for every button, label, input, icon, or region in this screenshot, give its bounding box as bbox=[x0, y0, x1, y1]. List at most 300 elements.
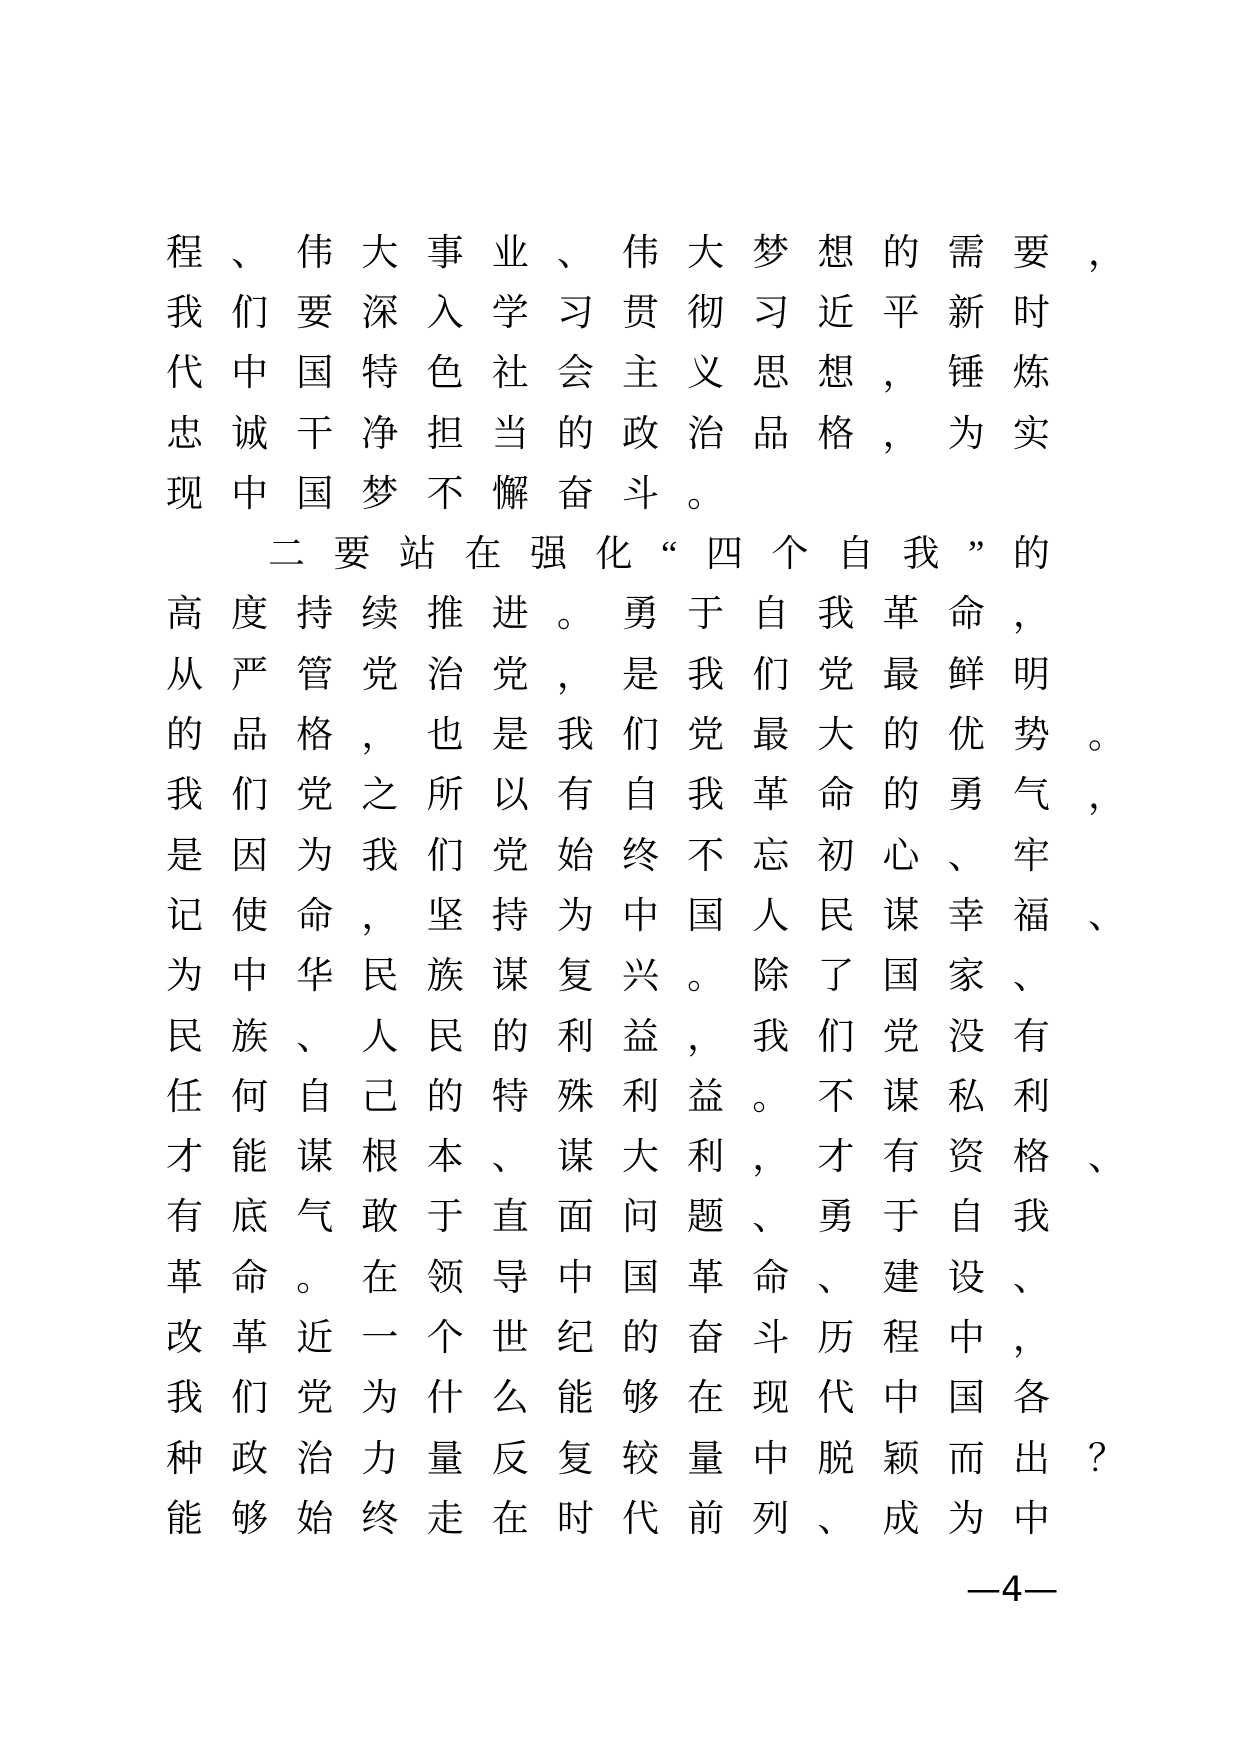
glyph: 的 bbox=[1012, 534, 1050, 576]
text-line bbox=[166, 344, 1050, 404]
glyph: 斗 bbox=[621, 473, 659, 515]
glyph: 民 bbox=[166, 1016, 203, 1058]
glyph: 始 bbox=[296, 1498, 334, 1540]
glyph: 想 bbox=[817, 353, 855, 395]
glyph: 贯 bbox=[621, 292, 659, 334]
glyph: 为 bbox=[556, 895, 594, 937]
glyph: 想 bbox=[817, 232, 855, 274]
glyph: 社 bbox=[491, 353, 529, 395]
glyph: 伟 bbox=[621, 232, 659, 274]
text-line bbox=[166, 766, 1125, 826]
glyph: 深 bbox=[361, 292, 399, 334]
glyph: 现 bbox=[166, 473, 203, 515]
glyph: 够 bbox=[231, 1498, 269, 1540]
text-line bbox=[166, 223, 1125, 283]
glyph: 中 bbox=[231, 473, 269, 515]
glyph: 兴 bbox=[621, 956, 659, 998]
glyph: 任 bbox=[166, 1076, 203, 1118]
glyph: 程 bbox=[882, 1317, 920, 1359]
glyph: 中 bbox=[1012, 1498, 1050, 1540]
glyph: 谋 bbox=[491, 956, 529, 998]
glyph: 斗 bbox=[752, 1317, 790, 1359]
glyph: 政 bbox=[231, 1438, 269, 1480]
glyph: 当 bbox=[491, 413, 529, 455]
glyph: 强 bbox=[530, 534, 567, 576]
glyph: 我 bbox=[817, 594, 855, 636]
glyph: 平 bbox=[882, 292, 920, 334]
glyph: 为 bbox=[361, 1378, 399, 1420]
glyph: 格 bbox=[817, 413, 855, 455]
glyph: 品 bbox=[231, 715, 269, 757]
text-line bbox=[166, 1248, 1050, 1308]
glyph: 。 bbox=[556, 594, 594, 636]
glyph: 要 bbox=[296, 292, 334, 334]
glyph: 我 bbox=[752, 1016, 790, 1058]
glyph: 设 bbox=[947, 1257, 985, 1299]
glyph: 革 bbox=[687, 1257, 725, 1299]
glyph: 利 bbox=[687, 1137, 725, 1179]
text-line bbox=[166, 404, 1050, 464]
glyph: 大 bbox=[361, 232, 399, 274]
glyph: 本 bbox=[426, 1137, 464, 1179]
glyph: 建 bbox=[882, 1257, 920, 1299]
glyph: 在 bbox=[491, 1498, 529, 1540]
glyph: 勇 bbox=[947, 775, 985, 817]
glyph: 纪 bbox=[556, 1317, 594, 1359]
glyph: 谋 bbox=[296, 1137, 334, 1179]
glyph: 民 bbox=[426, 1016, 464, 1058]
glyph: 颖 bbox=[882, 1438, 920, 1480]
hanging-punctuation: 、 bbox=[1088, 1137, 1125, 1179]
glyph: 治 bbox=[426, 654, 464, 696]
glyph: 在 bbox=[361, 1257, 399, 1299]
hanging-punctuation: ， bbox=[1088, 775, 1125, 817]
text-line bbox=[166, 705, 1125, 765]
glyph: 党 bbox=[687, 715, 725, 757]
glyph: 前 bbox=[687, 1498, 725, 1540]
glyph: 近 bbox=[296, 1317, 334, 1359]
glyph: 优 bbox=[947, 715, 985, 757]
glyph: 中 bbox=[621, 895, 659, 937]
glyph: 习 bbox=[556, 292, 594, 334]
glyph: 势 bbox=[1012, 715, 1050, 757]
glyph: 化 bbox=[595, 534, 633, 576]
hanging-punctuation: 。 bbox=[1088, 715, 1125, 757]
glyph: 我 bbox=[902, 534, 940, 576]
glyph: 气 bbox=[1012, 775, 1050, 817]
glyph: 的 bbox=[621, 1317, 659, 1359]
glyph: 利 bbox=[621, 1076, 659, 1118]
glyph: 、 bbox=[1012, 1257, 1050, 1299]
glyph: 因 bbox=[231, 835, 269, 877]
glyph: 严 bbox=[231, 654, 269, 696]
glyph: 现 bbox=[752, 1378, 790, 1420]
glyph: 初 bbox=[817, 835, 855, 877]
text-line bbox=[166, 947, 1050, 1007]
glyph: 才 bbox=[166, 1137, 203, 1179]
glyph: 不 bbox=[817, 1076, 855, 1118]
glyph: ， bbox=[556, 654, 594, 696]
glyph: 党 bbox=[296, 775, 334, 817]
glyph: 世 bbox=[491, 1317, 529, 1359]
glyph: 的 bbox=[491, 1016, 529, 1058]
glyph: 力 bbox=[361, 1438, 399, 1480]
glyph: 奋 bbox=[556, 473, 594, 515]
glyph: 习 bbox=[752, 292, 790, 334]
text-line bbox=[166, 1188, 1050, 1248]
glyph: 要 bbox=[333, 534, 371, 576]
glyph: 使 bbox=[231, 895, 269, 937]
glyph: 命 bbox=[296, 895, 334, 937]
glyph: 列 bbox=[752, 1498, 790, 1540]
glyph: 益 bbox=[621, 1016, 659, 1058]
glyph: 脱 bbox=[817, 1438, 855, 1480]
glyph: 我 bbox=[166, 1378, 203, 1420]
glyph: 始 bbox=[556, 835, 594, 877]
text-line bbox=[166, 1127, 1125, 1187]
glyph: 代 bbox=[817, 1378, 855, 1420]
glyph: 特 bbox=[361, 353, 399, 395]
glyph: 。 bbox=[296, 1257, 334, 1299]
glyph: 党 bbox=[491, 654, 529, 696]
glyph: 中 bbox=[752, 1438, 790, 1480]
glyph: 特 bbox=[491, 1076, 529, 1118]
glyph: 们 bbox=[231, 775, 269, 817]
glyph: 时 bbox=[1012, 292, 1050, 334]
glyph: 直 bbox=[491, 1197, 529, 1239]
glyph: 改 bbox=[166, 1317, 203, 1359]
glyph: 终 bbox=[361, 1498, 399, 1540]
glyph: 、 bbox=[817, 1498, 855, 1540]
glyph: 党 bbox=[361, 654, 399, 696]
glyph: ， bbox=[882, 413, 920, 455]
glyph: 事 bbox=[426, 232, 464, 274]
glyph: 二 bbox=[268, 534, 305, 576]
glyph: ， bbox=[752, 1137, 790, 1179]
glyph: 四 bbox=[705, 534, 743, 576]
text-line bbox=[166, 1429, 1125, 1489]
glyph: 奋 bbox=[687, 1317, 725, 1359]
glyph: 进 bbox=[491, 594, 529, 636]
glyph: 量 bbox=[687, 1438, 725, 1480]
glyph: 新 bbox=[947, 292, 985, 334]
glyph: 品 bbox=[752, 413, 790, 455]
glyph: 思 bbox=[752, 353, 790, 395]
glyph: 大 bbox=[687, 232, 725, 274]
glyph: 自 bbox=[947, 1197, 985, 1239]
glyph: 资 bbox=[947, 1137, 985, 1179]
glyph: 伟 bbox=[296, 232, 334, 274]
glyph: 党 bbox=[491, 835, 529, 877]
glyph: 有 bbox=[882, 1137, 920, 1179]
glyph: 家 bbox=[947, 956, 985, 998]
glyph: 为 bbox=[296, 835, 334, 877]
text-line bbox=[166, 886, 1125, 946]
glyph: ， bbox=[361, 715, 399, 757]
glyph: 出 bbox=[1012, 1438, 1050, 1480]
glyph: 根 bbox=[361, 1137, 399, 1179]
glyph: 的 bbox=[426, 1076, 464, 1118]
glyph: 、 bbox=[1012, 956, 1050, 998]
glyph: 。 bbox=[687, 956, 725, 998]
glyph: 是 bbox=[491, 715, 529, 757]
page-number: —4— bbox=[966, 1570, 1059, 1610]
glyph: 各 bbox=[1012, 1378, 1050, 1420]
glyph: 炼 bbox=[1012, 353, 1050, 395]
glyph: 记 bbox=[166, 895, 203, 937]
glyph: 的 bbox=[556, 413, 594, 455]
glyph: 格 bbox=[296, 715, 334, 757]
glyph: 较 bbox=[621, 1438, 659, 1480]
glyph: 己 bbox=[361, 1076, 399, 1118]
glyph: 成 bbox=[882, 1498, 920, 1540]
glyph: 有 bbox=[166, 1197, 203, 1239]
text-line bbox=[166, 283, 1050, 343]
glyph: 干 bbox=[296, 413, 334, 455]
hanging-punctuation: 、 bbox=[1088, 895, 1125, 937]
glyph: 导 bbox=[491, 1257, 529, 1299]
glyph: 在 bbox=[464, 534, 502, 576]
glyph: 需 bbox=[947, 232, 985, 274]
glyph: 中 bbox=[947, 1317, 985, 1359]
glyph: 、 bbox=[752, 1197, 790, 1239]
glyph: 于 bbox=[426, 1197, 464, 1239]
glyph: 革 bbox=[882, 594, 920, 636]
glyph: 不 bbox=[426, 473, 464, 515]
glyph: 是 bbox=[621, 654, 659, 696]
glyph: ， bbox=[882, 353, 920, 395]
glyph: 福 bbox=[1012, 895, 1050, 937]
hanging-punctuation: ？ bbox=[1088, 1438, 1125, 1480]
text-line bbox=[166, 1067, 1050, 1127]
glyph: 会 bbox=[556, 353, 594, 395]
glyph: 殊 bbox=[556, 1076, 594, 1118]
glyph: 鲜 bbox=[947, 654, 985, 696]
glyph: 们 bbox=[817, 1016, 855, 1058]
glyph: 中 bbox=[231, 956, 269, 998]
glyph: 命 bbox=[817, 775, 855, 817]
glyph: 没 bbox=[947, 1016, 985, 1058]
glyph: 政 bbox=[621, 413, 659, 455]
glyph: 党 bbox=[882, 1016, 920, 1058]
glyph: 的 bbox=[882, 232, 920, 274]
glyph: 能 bbox=[231, 1137, 269, 1179]
glyph: 、 bbox=[296, 1016, 334, 1058]
glyph: 代 bbox=[621, 1498, 659, 1540]
glyph: 们 bbox=[231, 1378, 269, 1420]
glyph: 格 bbox=[1012, 1137, 1050, 1179]
glyph: 谋 bbox=[882, 1076, 920, 1118]
glyph: 、 bbox=[817, 1257, 855, 1299]
glyph: 大 bbox=[621, 1137, 659, 1179]
glyph: 才 bbox=[817, 1137, 855, 1179]
glyph: 走 bbox=[426, 1498, 464, 1540]
glyph: 中 bbox=[882, 1378, 920, 1420]
glyph: ， bbox=[1012, 1317, 1050, 1359]
glyph: 底 bbox=[231, 1197, 269, 1239]
glyph: 忘 bbox=[752, 835, 790, 877]
glyph: 最 bbox=[752, 715, 790, 757]
glyph: 自 bbox=[296, 1076, 334, 1118]
glyph: 于 bbox=[687, 594, 725, 636]
glyph: 勇 bbox=[817, 1197, 855, 1239]
glyph: 持 bbox=[296, 594, 334, 636]
glyph: 最 bbox=[882, 654, 920, 696]
text-line bbox=[166, 645, 1050, 705]
text-line bbox=[166, 1369, 1050, 1429]
glyph: 革 bbox=[231, 1317, 269, 1359]
glyph: 诚 bbox=[231, 413, 269, 455]
glyph: 中 bbox=[231, 353, 269, 395]
glyph: 们 bbox=[426, 835, 464, 877]
glyph: 国 bbox=[296, 473, 334, 515]
glyph: 面 bbox=[556, 1197, 594, 1239]
glyph: 命 bbox=[231, 1257, 269, 1299]
glyph: 为 bbox=[166, 956, 203, 998]
glyph: 自 bbox=[752, 594, 790, 636]
text-line bbox=[166, 585, 1050, 645]
glyph: 量 bbox=[426, 1438, 464, 1480]
glyph: 学 bbox=[491, 292, 529, 334]
glyph: 的 bbox=[882, 715, 920, 757]
glyph: 净 bbox=[361, 413, 399, 455]
glyph: 从 bbox=[166, 654, 203, 696]
glyph: 能 bbox=[556, 1378, 594, 1420]
glyph: 心 bbox=[882, 835, 920, 877]
glyph: 懈 bbox=[491, 473, 529, 515]
glyph: 领 bbox=[426, 1257, 464, 1299]
hanging-punctuation: ， bbox=[1088, 232, 1125, 274]
glyph: 能 bbox=[166, 1498, 203, 1540]
glyph: 以 bbox=[491, 775, 529, 817]
glyph: 了 bbox=[817, 956, 855, 998]
glyph: 担 bbox=[426, 413, 464, 455]
glyph: 反 bbox=[491, 1438, 529, 1480]
glyph: 革 bbox=[166, 1257, 203, 1299]
glyph: 不 bbox=[687, 835, 725, 877]
glyph: 梦 bbox=[752, 232, 790, 274]
glyph: 民 bbox=[817, 895, 855, 937]
glyph: 我 bbox=[687, 654, 725, 696]
glyph: 在 bbox=[687, 1378, 725, 1420]
glyph: 忠 bbox=[166, 413, 203, 455]
text-line bbox=[166, 1007, 1050, 1067]
glyph: 历 bbox=[817, 1317, 855, 1359]
text-line bbox=[166, 826, 1050, 886]
glyph: 也 bbox=[426, 715, 464, 757]
glyph: 义 bbox=[687, 353, 725, 395]
glyph: 推 bbox=[426, 594, 464, 636]
glyph: 国 bbox=[296, 353, 334, 395]
glyph: 实 bbox=[1012, 413, 1050, 455]
glyph: 的 bbox=[882, 775, 920, 817]
glyph: 种 bbox=[166, 1438, 203, 1480]
glyph: 有 bbox=[1012, 1016, 1050, 1058]
glyph: 主 bbox=[621, 353, 659, 395]
glyph: 为 bbox=[947, 413, 985, 455]
glyph: 族 bbox=[231, 1016, 269, 1058]
glyph: 们 bbox=[621, 715, 659, 757]
glyph: 党 bbox=[817, 654, 855, 696]
glyph: 革 bbox=[752, 775, 790, 817]
glyph: 程 bbox=[166, 232, 203, 274]
text-line bbox=[166, 524, 1050, 584]
glyph: 近 bbox=[817, 292, 855, 334]
glyph: 自 bbox=[836, 534, 874, 576]
glyph: 代 bbox=[166, 353, 203, 395]
glyph: “ bbox=[661, 534, 678, 576]
glyph: 梦 bbox=[361, 473, 399, 515]
glyph: 华 bbox=[296, 956, 334, 998]
glyph: 自 bbox=[621, 775, 659, 817]
glyph: 中 bbox=[556, 1257, 594, 1299]
glyph: 人 bbox=[361, 1016, 399, 1058]
glyph: 问 bbox=[621, 1197, 659, 1239]
glyph: 大 bbox=[817, 715, 855, 757]
glyph: 度 bbox=[231, 594, 269, 636]
glyph: 私 bbox=[947, 1076, 985, 1118]
glyph: 所 bbox=[426, 775, 464, 817]
glyph: 国 bbox=[687, 895, 725, 937]
glyph: ” bbox=[967, 534, 985, 576]
glyph: 治 bbox=[296, 1438, 334, 1480]
glyph: 时 bbox=[556, 1498, 594, 1540]
glyph: 、 bbox=[231, 232, 269, 274]
glyph: 谋 bbox=[556, 1137, 594, 1179]
glyph: 题 bbox=[687, 1197, 725, 1239]
glyph: 们 bbox=[752, 654, 790, 696]
glyph: 的 bbox=[166, 715, 203, 757]
glyph: 锤 bbox=[947, 353, 985, 395]
glyph: 牢 bbox=[1012, 835, 1050, 877]
glyph: 业 bbox=[491, 232, 529, 274]
glyph: 民 bbox=[361, 956, 399, 998]
glyph: 而 bbox=[947, 1438, 985, 1480]
glyph: 有 bbox=[556, 775, 594, 817]
glyph: 持 bbox=[491, 895, 529, 937]
glyph: 幸 bbox=[947, 895, 985, 937]
glyph: 复 bbox=[556, 1438, 594, 1480]
glyph: 管 bbox=[296, 654, 334, 696]
glyph: 何 bbox=[231, 1076, 269, 1118]
glyph: 个 bbox=[426, 1317, 464, 1359]
glyph: 除 bbox=[752, 956, 790, 998]
glyph: ， bbox=[1012, 594, 1050, 636]
glyph: 站 bbox=[399, 534, 436, 576]
glyph: 、 bbox=[491, 1137, 529, 1179]
glyph: 够 bbox=[621, 1378, 659, 1420]
text-line bbox=[166, 1308, 1050, 1368]
glyph: 利 bbox=[556, 1016, 594, 1058]
glyph: 入 bbox=[426, 292, 464, 334]
glyph: 命 bbox=[752, 1257, 790, 1299]
text-line bbox=[166, 1489, 1050, 1549]
glyph: 我 bbox=[556, 715, 594, 757]
glyph: 人 bbox=[752, 895, 790, 937]
glyph: 谋 bbox=[882, 895, 920, 937]
glyph: 气 bbox=[296, 1197, 334, 1239]
glyph: 一 bbox=[361, 1317, 399, 1359]
glyph: 终 bbox=[621, 835, 659, 877]
glyph: 么 bbox=[491, 1378, 529, 1420]
glyph: 个 bbox=[771, 534, 809, 576]
glyph: 我 bbox=[1012, 1197, 1050, 1239]
glyph: 。 bbox=[752, 1076, 790, 1118]
glyph: 、 bbox=[947, 835, 985, 877]
glyph: 于 bbox=[882, 1197, 920, 1239]
glyph: 国 bbox=[882, 956, 920, 998]
glyph: 党 bbox=[296, 1378, 334, 1420]
